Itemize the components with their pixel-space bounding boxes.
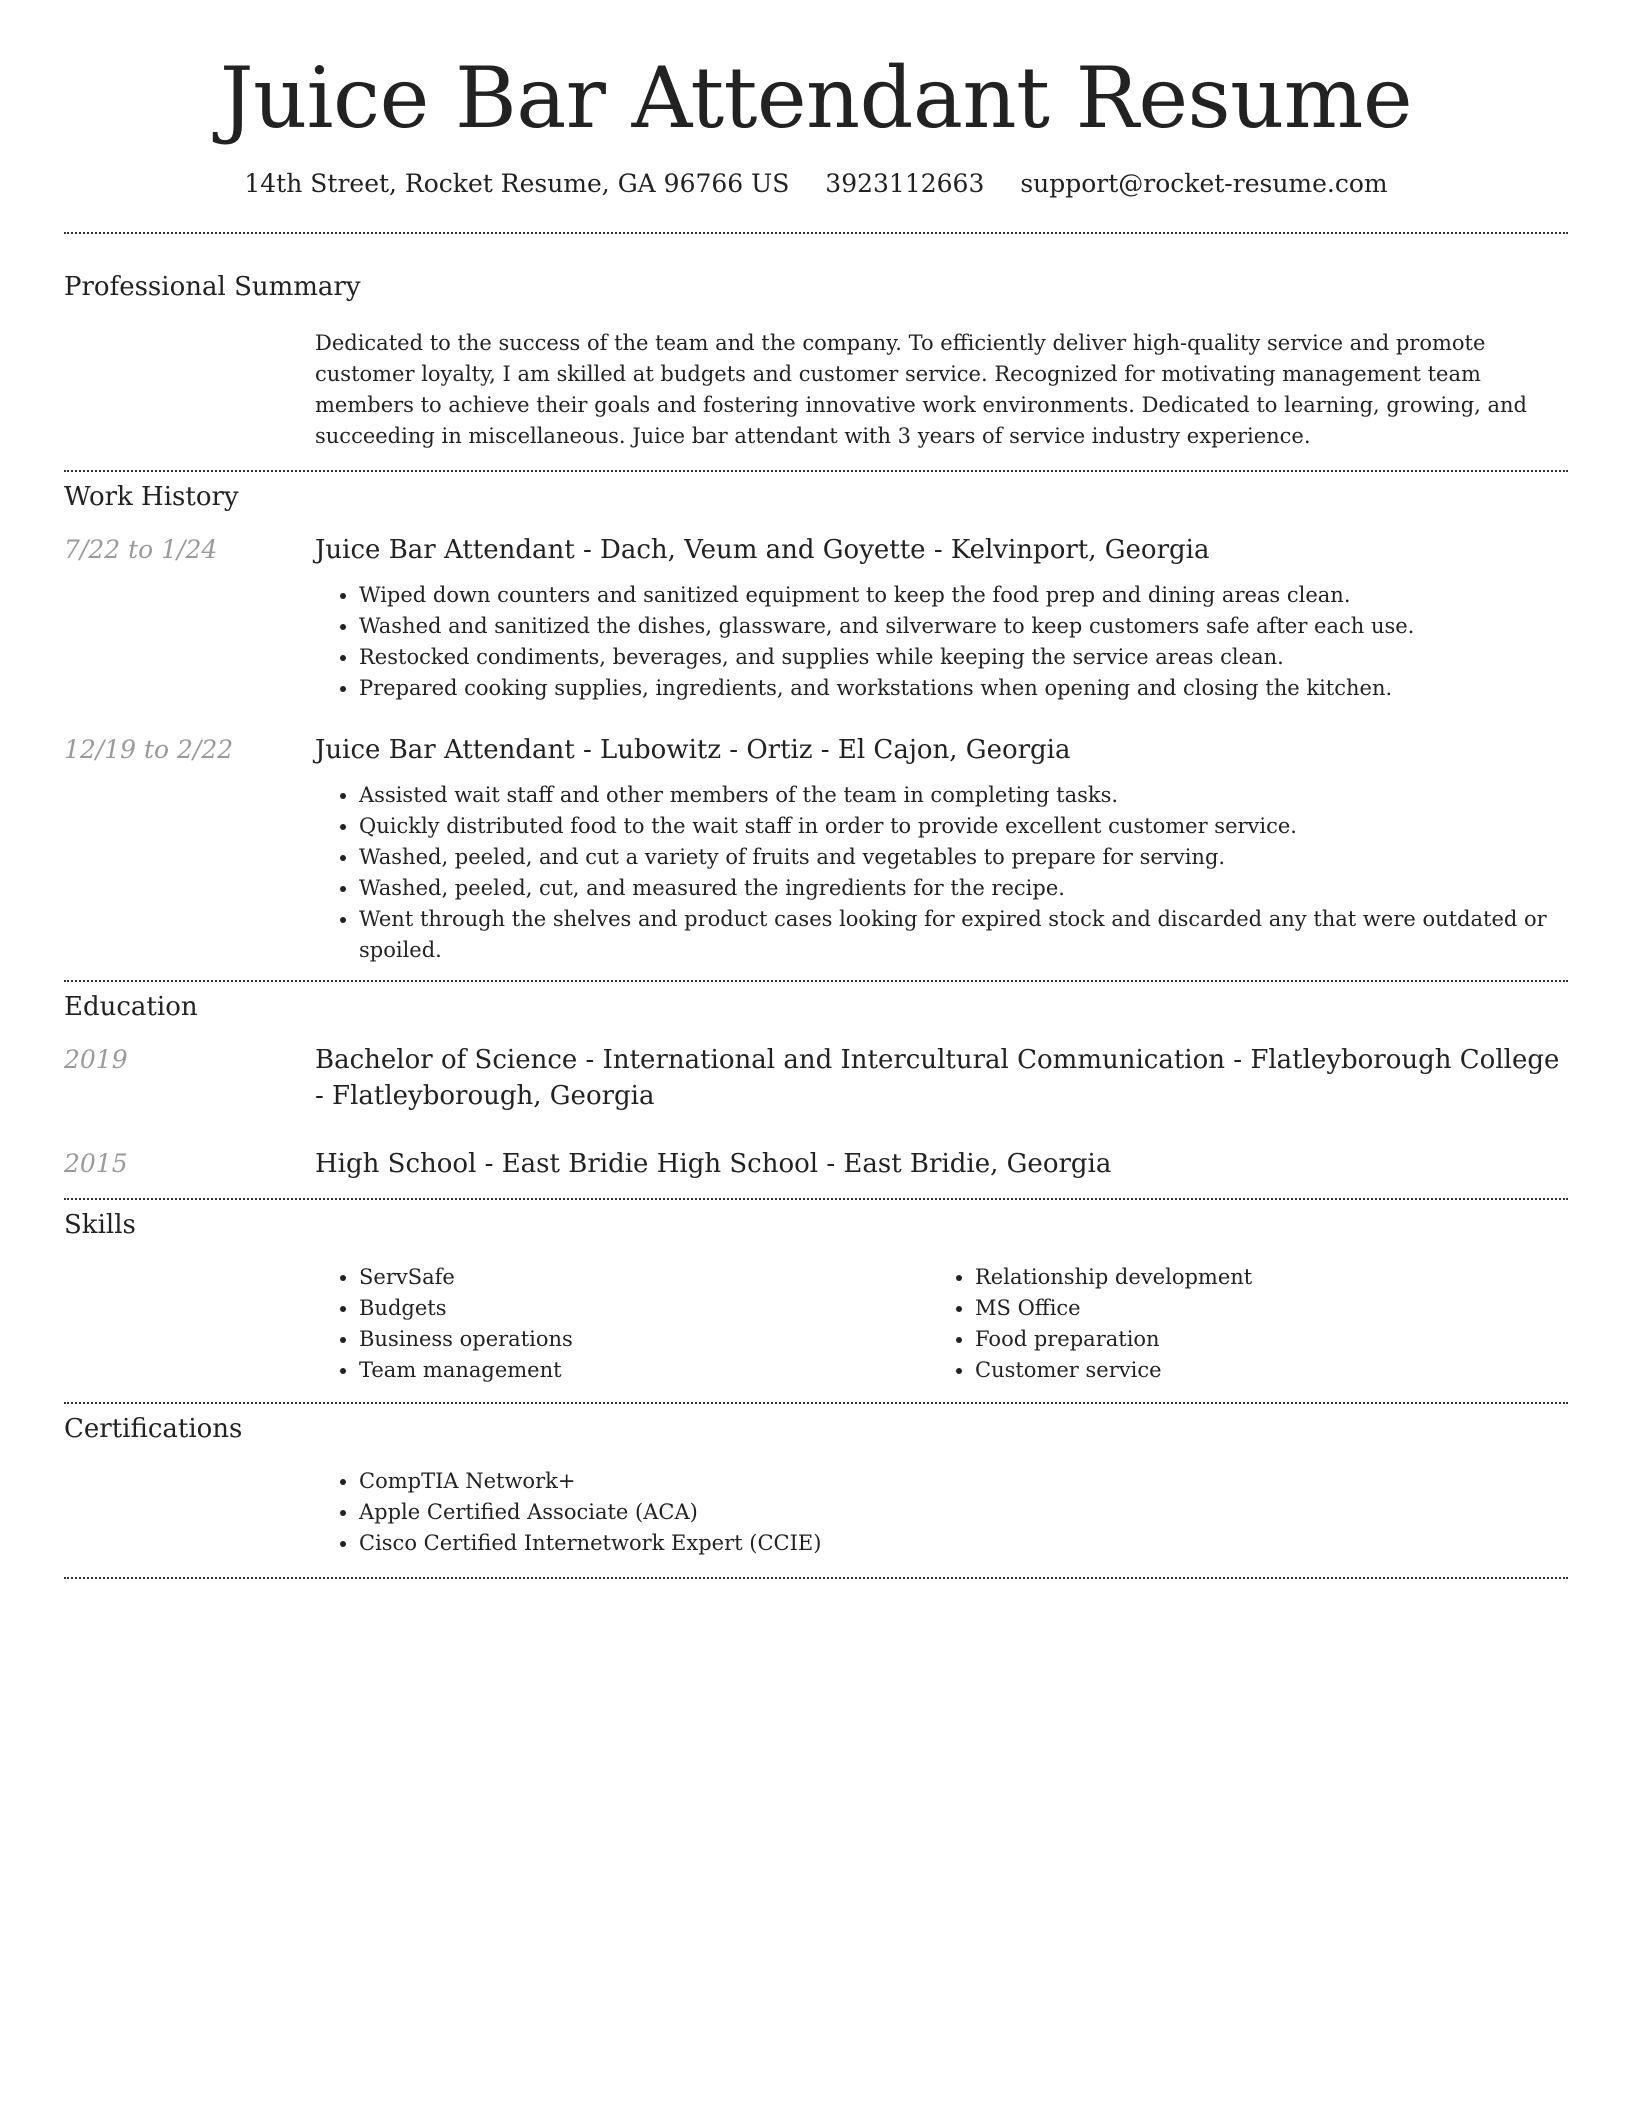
section-heading-work: Work History <box>64 481 239 512</box>
divider <box>64 1577 1568 1579</box>
list-item: • Team management <box>359 1355 931 1386</box>
skills-list <box>315 1262 1568 1386</box>
job-bullets <box>315 780 1568 966</box>
job-details: - Lubowitz - Ortiz - El Cajon, Georgia <box>574 734 1071 765</box>
education-degree: High School <box>315 1148 477 1179</box>
job-bullets <box>315 580 1568 704</box>
contact-phone: 3923112663 <box>825 168 985 198</box>
list-item: • Wiped down counters and sanitized equipment to keep the food prep and dining areas clean. <box>359 580 1568 611</box>
education-details: - East Bridie High School - East Bridie, Georgia <box>476 1148 1112 1179</box>
list-item: • Washed, peeled, and cut a variety of fruits and vegetables to prepare for serving. <box>359 842 1568 873</box>
section-heading-summary: Professional Summary <box>64 271 361 302</box>
list-item: • Washed, peeled, cut, and measured the ingredients for the recipe. <box>359 873 1568 904</box>
education-entry <box>64 1146 1568 1182</box>
list-item: • Assisted wait staff and other members of the team in completing tasks. <box>359 780 1568 811</box>
job-dates: 7/22 to 1/24 <box>64 534 218 564</box>
section-summary <box>64 234 1568 452</box>
list-item: • Went through the shelves and product cases looking for expired stock and discarded any that were outdated or spoiled. <box>359 904 1568 966</box>
section-skills <box>64 1200 1568 1386</box>
list-item: • ServSafe <box>359 1262 931 1293</box>
section-work-history <box>64 472 1568 966</box>
list-item: • Apple Certified Associate (ACA) <box>359 1497 1568 1528</box>
list-item: • Restocked condiments, beverages, and supplies while keeping the service areas clean. <box>359 642 1568 673</box>
job-entry <box>64 732 1568 966</box>
education-year: 2015 <box>64 1148 128 1178</box>
contact-email: support@rocket-resume.com <box>1020 168 1388 198</box>
job-heading <box>315 732 1568 768</box>
education-degree: Bachelor of Science - International and Intercultural Communication <box>315 1044 1225 1075</box>
section-heading-skills: Skills <box>64 1209 136 1240</box>
section-heading-education: Education <box>64 991 198 1022</box>
list-item: • Food preparation <box>975 1324 1547 1355</box>
list-item: • Cisco Certified Internetwork Expert (CCIE) <box>359 1528 1568 1559</box>
list-item: • Customer service <box>975 1355 1547 1386</box>
job-heading <box>315 532 1568 568</box>
education-entry <box>64 1042 1568 1114</box>
job-details: - Dach, Veum and Goyette - Kelvinport, Georgia <box>574 534 1210 565</box>
section-certifications <box>64 1404 1568 1559</box>
list-item: • MS Office <box>975 1293 1547 1324</box>
list-item: • Washed and sanitized the dishes, glassware, and silverware to keep customers safe after each use. <box>359 611 1568 642</box>
list-item: • Quickly distributed food to the wait staff in order to provide excellent customer service. <box>359 811 1568 842</box>
certifications-list <box>315 1466 1568 1559</box>
section-heading-certifications: Certifications <box>64 1413 243 1444</box>
list-item: • Budgets <box>359 1293 931 1324</box>
education-heading <box>315 1042 1568 1114</box>
education-heading <box>315 1146 1568 1182</box>
job-entry <box>64 532 1568 704</box>
contact-line <box>64 169 1568 198</box>
summary-text: Dedicated to the success of the team and the company. To efficiently deliver high-quality service and promote customer loyalty, I am skilled at budgets and customer service. Recognized for motivating management team members to achieve their goals and fostering innovative work environments. Dedicated to learning, growing, and succeeding in miscellaneous. Juice bar attendant with 3 years of service industry experience. <box>315 330 1527 448</box>
job-title: Juice Bar Attendant <box>315 534 575 565</box>
list-item: • Business operations <box>359 1324 931 1355</box>
education-year: 2019 <box>64 1044 128 1074</box>
job-title: Juice Bar Attendant <box>315 734 575 765</box>
job-dates: 12/19 to 2/22 <box>64 734 234 764</box>
contact-address: 14th Street, Rocket Resume, GA 96766 US <box>244 168 790 198</box>
resume-title: Juice Bar Attendant Resume <box>219 49 1413 147</box>
skills-column-2 <box>931 1262 1547 1386</box>
section-education <box>64 982 1568 1182</box>
list-item: • Prepared cooking supplies, ingredients, and workstations when opening and closing the kitchen. <box>359 673 1568 704</box>
list-item: • Relationship development <box>975 1262 1547 1293</box>
skills-column-1 <box>315 1262 931 1386</box>
education-details: - Flatleyborough College - Flatleyborough, Georgia <box>315 1044 1560 1111</box>
list-item: • CompTIA Network+ <box>359 1466 1568 1497</box>
